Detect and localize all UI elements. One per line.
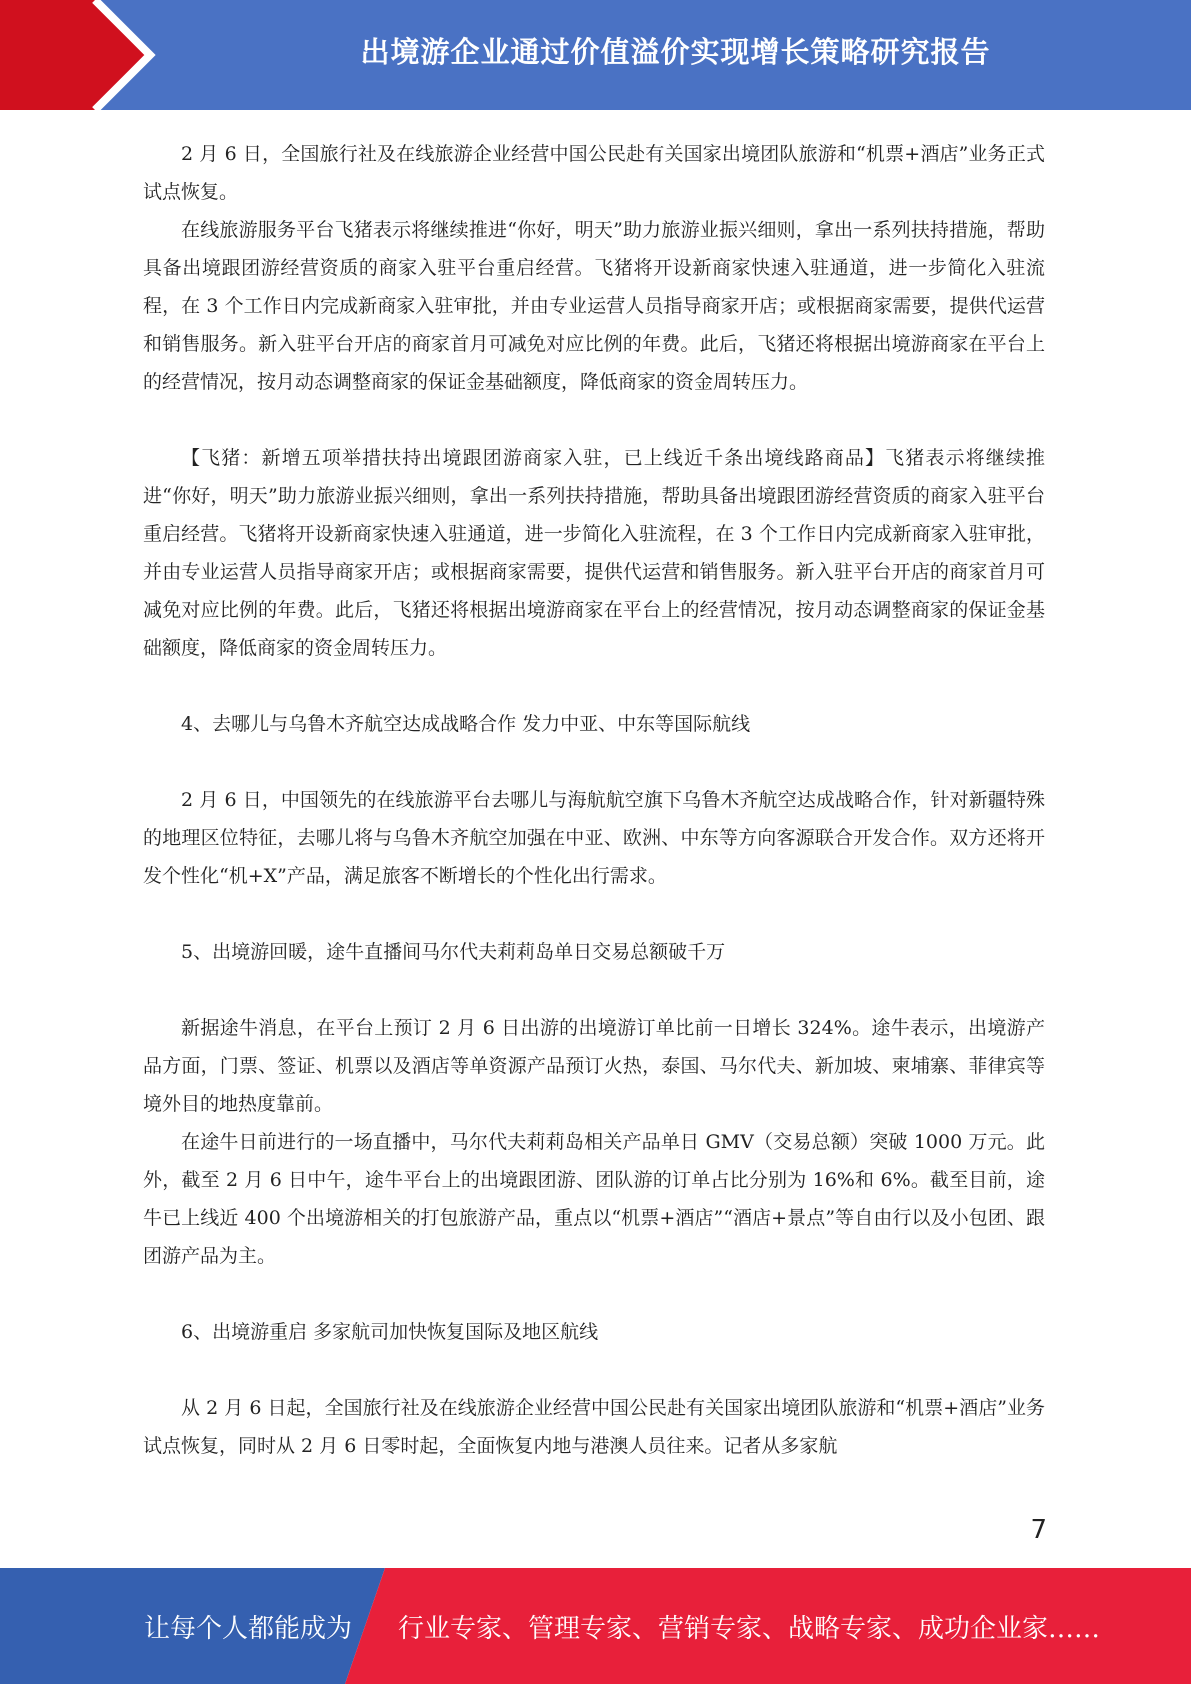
section-heading: 4、去哪儿与乌鲁木齐航空达成战略合作 发力中亚、中东等国际航线 xyxy=(181,713,751,735)
footer-slogan-right: 行业专家、管理专家、营销专家、战略专家、成功企业家…… xyxy=(398,1613,1101,1644)
paragraph: 在途牛日前进行的一场直播中，马尔代夫莉莉岛相关产品单日 GMV（交易总额）突破 1000 万元。此外，截至 2 月 6 日中午，途牛平台上的出境跟团游、团队游的订单占比分别为 16%和 6%。截至目前，途牛已上线近 400 个出境游相关的打包旅游产品，重点以“机票+酒店”“酒店+景点”等自由行以及小包团、跟团游产品为主。 xyxy=(143,1131,1045,1267)
section-heading: 5、出境游回暖，途牛直播间马尔代夫莉莉岛单日交易总额破千万 xyxy=(181,941,726,963)
paragraph: 2 月 6 日，中国领先的在线旅游平台去哪儿与海航航空旗下乌鲁木齐航空达成战略合作，针对新疆特殊的地理区位特征，去哪儿将与乌鲁木齐航空加强在中亚、欧洲、中东等方向客源联合开发合作。双方还将开发个性化“机+X”产品，满足旅客不断增长的个性化出行需求。 xyxy=(143,789,1045,887)
paragraph: 从 2 月 6 日起，全国旅行社及在线旅游企业经营中国公民赴有关国家出境团队旅游和“机票+酒店”业务试点恢复，同时从 2 月 6 日零时起，全面恢复内地与港澳人员往来。记者从多家航 xyxy=(143,1397,1045,1457)
paragraph: 2 月 6 日，全国旅行社及在线旅游企业经营中国公民赴有关国家出境团队旅游和“机票+酒店”业务正式试点恢复。 xyxy=(143,143,1045,203)
paragraph: 新据途牛消息，在平台上预订 2 月 6 日出游的出境游订单比前一日增长 324%。途牛表示，出境游产品方面，门票、签证、机票以及酒店等单资源产品预订火热，泰国、马尔代夫、新加坡、柬埔寨、菲律宾等境外目的地热度靠前。 xyxy=(143,1017,1045,1115)
page-footer xyxy=(0,1568,1191,1684)
report-title: 出境游企业通过价值溢价实现增长策略研究报告 xyxy=(360,34,991,69)
page-header xyxy=(0,0,1191,110)
footer-slogan-left: 让每个人都能成为 xyxy=(144,1613,353,1644)
page-number: 7 xyxy=(1030,1515,1047,1545)
document-body xyxy=(143,135,1045,1465)
paragraph: 在线旅游服务平台飞猪表示将继续推进“你好，明天”助力旅游业振兴细则，拿出一系列扶持措施，帮助具备出境跟团游经营资质的商家入驻平台重启经营。飞猪将开设新商家快速入驻通道，进一步简化入驻流程，在 3 个工作日内完成新商家入驻审批，并由专业运营人员指导商家开店；或根据商家需要，提供代运营和销售服务。新入驻平台开店的商家首月可减免对应比例的年费。此后，飞猪还将根据出境游商家在平台上的经营情况，按月动态调整商家的保证金基础额度，降低商家的资金周转压力。 xyxy=(143,219,1045,393)
section-heading: 6、出境游重启 多家航司加快恢复国际及地区航线 xyxy=(181,1321,599,1343)
paragraph: 【飞猪：新增五项举措扶持出境跟团游商家入驻，已上线近千条出境线路商品】飞猪表示将继续推进“你好，明天”助力旅游业振兴细则，拿出一系列扶持措施，帮助具备出境跟团游经营资质的商家入驻平台重启经营。飞猪将开设新商家快速入驻通道，进一步简化入驻流程，在 3 个工作日内完成新商家入驻审批，并由专业运营人员指导商家开店；或根据商家需要，提供代运营和销售服务。新入驻平台开店的商家首月可减免对应比例的年费。此后，飞猪还将根据出境游商家在平台上的经营情况，按月动态调整商家的保证金基础额度，降低商家的资金周转压力。 xyxy=(143,447,1045,659)
